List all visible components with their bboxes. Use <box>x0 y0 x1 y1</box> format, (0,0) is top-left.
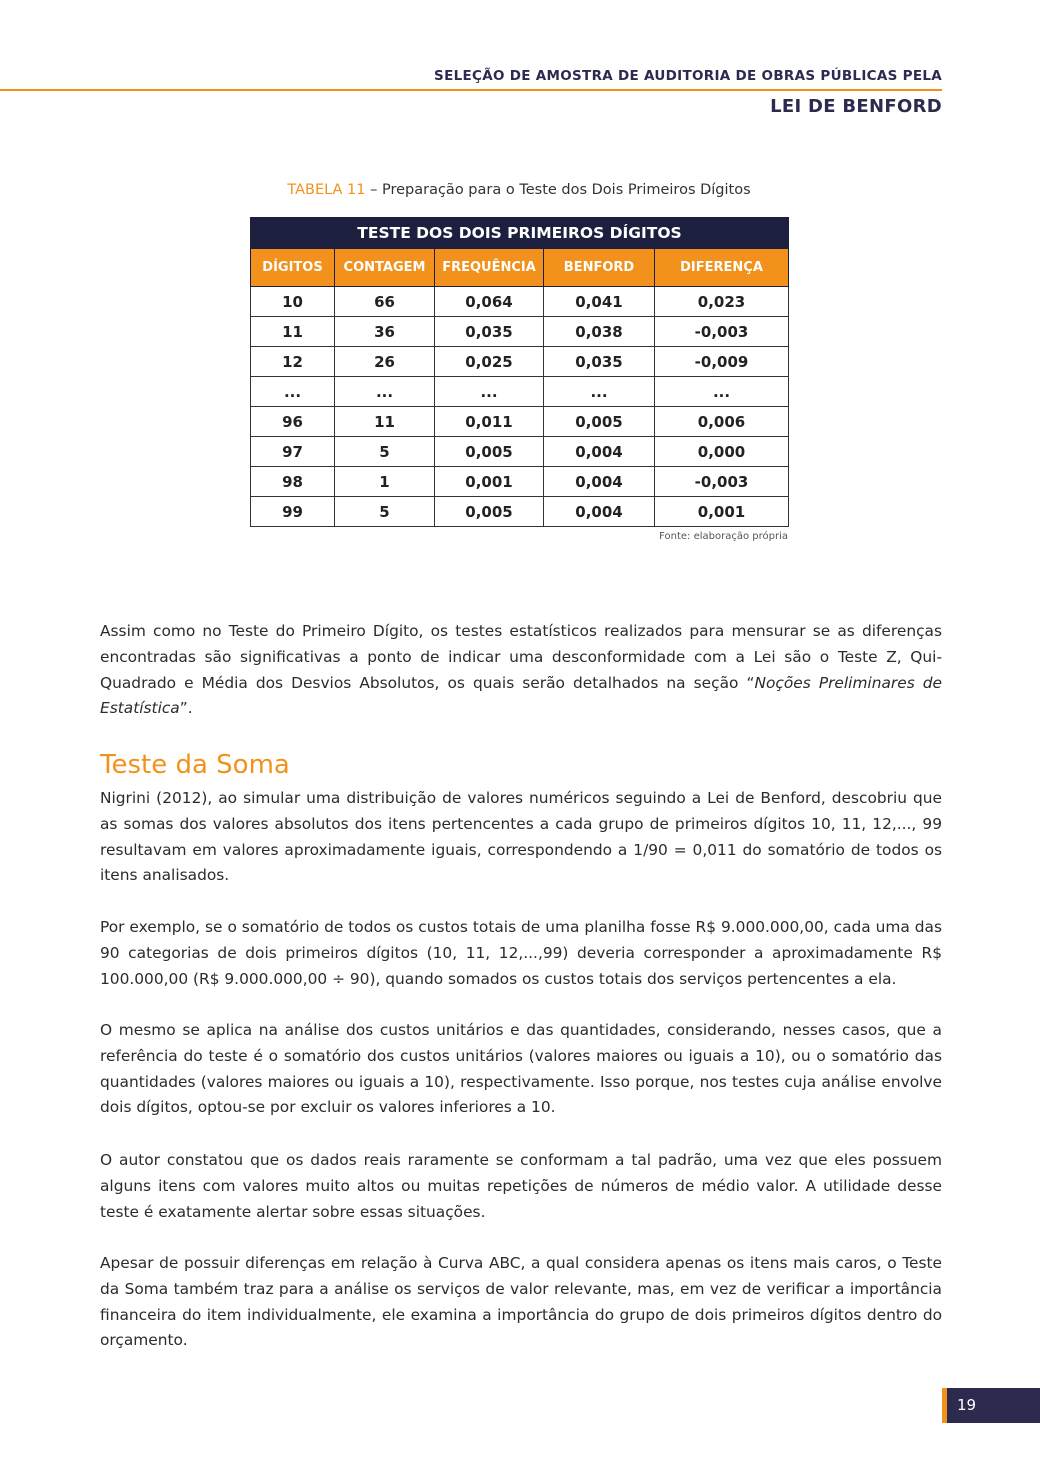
table-caption-label: TABELA 11 <box>287 182 366 198</box>
table-cell: 0,005 <box>435 497 544 527</box>
paragraph-text: Assim como no Teste do Primeiro Dígito, os testes estatísticos realizados para mensurar se as diferenças encontradas são significativas a ponto de indicar uma desconformidade com a Lei são o Teste Z, Qui-Quadrado e Média dos Desvios Absolutos, os quais serão detalhados na seção “ <box>100 622 942 692</box>
table-cell: 36 <box>335 317 435 347</box>
table-cell: 0,035 <box>544 347 655 377</box>
paragraph-unit-costs: O mesmo se aplica na análise dos custos unitários e das quantidades, considerando, nesses casos, que a referência do teste é o somatório dos custos unitários (valores maiores ou iguais a 10), ou o somatório das quantidades (valores maiores ou iguais a 10), respectivamente. Isso porque, nos testes cuja análise envolve dois dígitos, optou-se por excluir os valores inferiores a 10. <box>100 1021 942 1117</box>
table-cell: 11 <box>251 317 335 347</box>
table-caption <box>250 182 788 198</box>
table-cell: 96 <box>251 407 335 437</box>
table-cell: -0,003 <box>655 467 789 497</box>
table-cell: ... <box>435 377 544 407</box>
table-row <box>251 407 789 437</box>
table-cell: 0,038 <box>544 317 655 347</box>
table-title: TESTE DOS DOIS PRIMEIROS DÍGITOS <box>251 218 789 249</box>
table-cell: 0,004 <box>544 497 655 527</box>
table-row <box>251 497 789 527</box>
section-heading: Teste da Soma <box>100 750 290 780</box>
table-row <box>251 437 789 467</box>
table-title-row <box>251 218 789 249</box>
column-header-diferenca: DIFERENÇA <box>655 249 789 287</box>
table-row <box>251 317 789 347</box>
column-header-contagem: CONTAGEM <box>335 249 435 287</box>
table-cell: 10 <box>251 287 335 317</box>
table-cell: 12 <box>251 347 335 377</box>
table-cell: 1 <box>335 467 435 497</box>
table-cell: ... <box>544 377 655 407</box>
paragraph-abc-curve: Apesar de possuir diferenças em relação à Curva ABC, a qual considera apenas os itens mais caros, o Teste da Soma também traz para a análise os serviços de valor relevante, mas, em vez de verificar a importância financeira do item individualmente, ele examina a importância do grupo de dois primeiros dígitos dentro do orçamento. <box>100 1254 942 1350</box>
table-cell: 0,035 <box>435 317 544 347</box>
table-cell: 11 <box>335 407 435 437</box>
table-cell: 0,004 <box>544 467 655 497</box>
table-cell: 0,023 <box>655 287 789 317</box>
table-caption-text: – Preparação para o Teste dos Dois Primeiros Dígitos <box>365 182 751 198</box>
paragraph-statistical-tests <box>100 619 942 722</box>
table-cell: 98 <box>251 467 335 497</box>
table-cell: ... <box>251 377 335 407</box>
table-header-row <box>251 249 789 287</box>
paragraph-text: ”. <box>179 699 193 718</box>
table-cell: 97 <box>251 437 335 467</box>
table-cell: 5 <box>335 497 435 527</box>
table-cell: 0,001 <box>435 467 544 497</box>
table-cell: ... <box>335 377 435 407</box>
column-header-benford: BENFORD <box>544 249 655 287</box>
table-cell: 5 <box>335 437 435 467</box>
table-cell: 0,004 <box>544 437 655 467</box>
table-row <box>251 377 789 407</box>
column-header-frequencia: FREQUÊNCIA <box>435 249 544 287</box>
table-cell: 0,064 <box>435 287 544 317</box>
digits-table <box>250 217 789 527</box>
table-cell: 99 <box>251 497 335 527</box>
column-header-digitos: DÍGITOS <box>251 249 335 287</box>
section-reference: Noções Preliminares de Estatística <box>100 673 942 718</box>
table-row <box>251 287 789 317</box>
table-cell: -0,009 <box>655 347 789 377</box>
paragraph-example: Por exemplo, se o somatório de todos os custos totais de uma planilha fosse R$ 9.000.000,00, cada uma das 90 categorias de dois primeiros dígitos (10, 11, 12,...,99) deveria corresponder a aproximadamente R$ 100.000,00 (R$ 9.000.000,00 ÷ 90), quando somados os custos totais dos serviços pertencentes a ela. <box>100 918 942 988</box>
paragraph-nigrini: Nigrini (2012), ao simular uma distribuição de valores numéricos seguindo a Lei de Benford, descobriu que as somas dos valores absolutos dos itens pertencentes a cada grupo de primeiros dígitos 10, 11, 12,..., 99 resultavam em valores aproximadamente iguais, correspondendo a 1/90 = 0,011 do somatório de todos os itens analisados. <box>100 789 942 885</box>
table-cell: 0,011 <box>435 407 544 437</box>
table-cell: 0,006 <box>655 407 789 437</box>
table-cell: 0,005 <box>435 437 544 467</box>
table-cell: ... <box>655 377 789 407</box>
table-cell: 66 <box>335 287 435 317</box>
table-cell: 0,000 <box>655 437 789 467</box>
table-source: Fonte: elaboração própria <box>659 531 788 542</box>
paragraph-author: O autor constatou que os dados reais raramente se conformam a tal padrão, uma vez que eles possuem alguns itens com valores muito altos ou muitas repetições de números de médio valor. A utilidade desse teste é exatamente alertar sobre essas situações. <box>100 1151 942 1221</box>
table-cell: -0,003 <box>655 317 789 347</box>
table-row <box>251 347 789 377</box>
header-rule <box>0 89 942 91</box>
table-cell: 0,025 <box>435 347 544 377</box>
table-cell: 0,001 <box>655 497 789 527</box>
page-number: 19 <box>942 1388 1040 1423</box>
header-title-line2: LEI DE BENFORD <box>770 96 942 117</box>
table-cell: 26 <box>335 347 435 377</box>
table-cell: 0,005 <box>544 407 655 437</box>
table-cell: 0,041 <box>544 287 655 317</box>
table-row <box>251 467 789 497</box>
header-title-line1: SELEÇÃO DE AMOSTRA DE AUDITORIA DE OBRAS PÚBLICAS PELA <box>434 68 942 84</box>
